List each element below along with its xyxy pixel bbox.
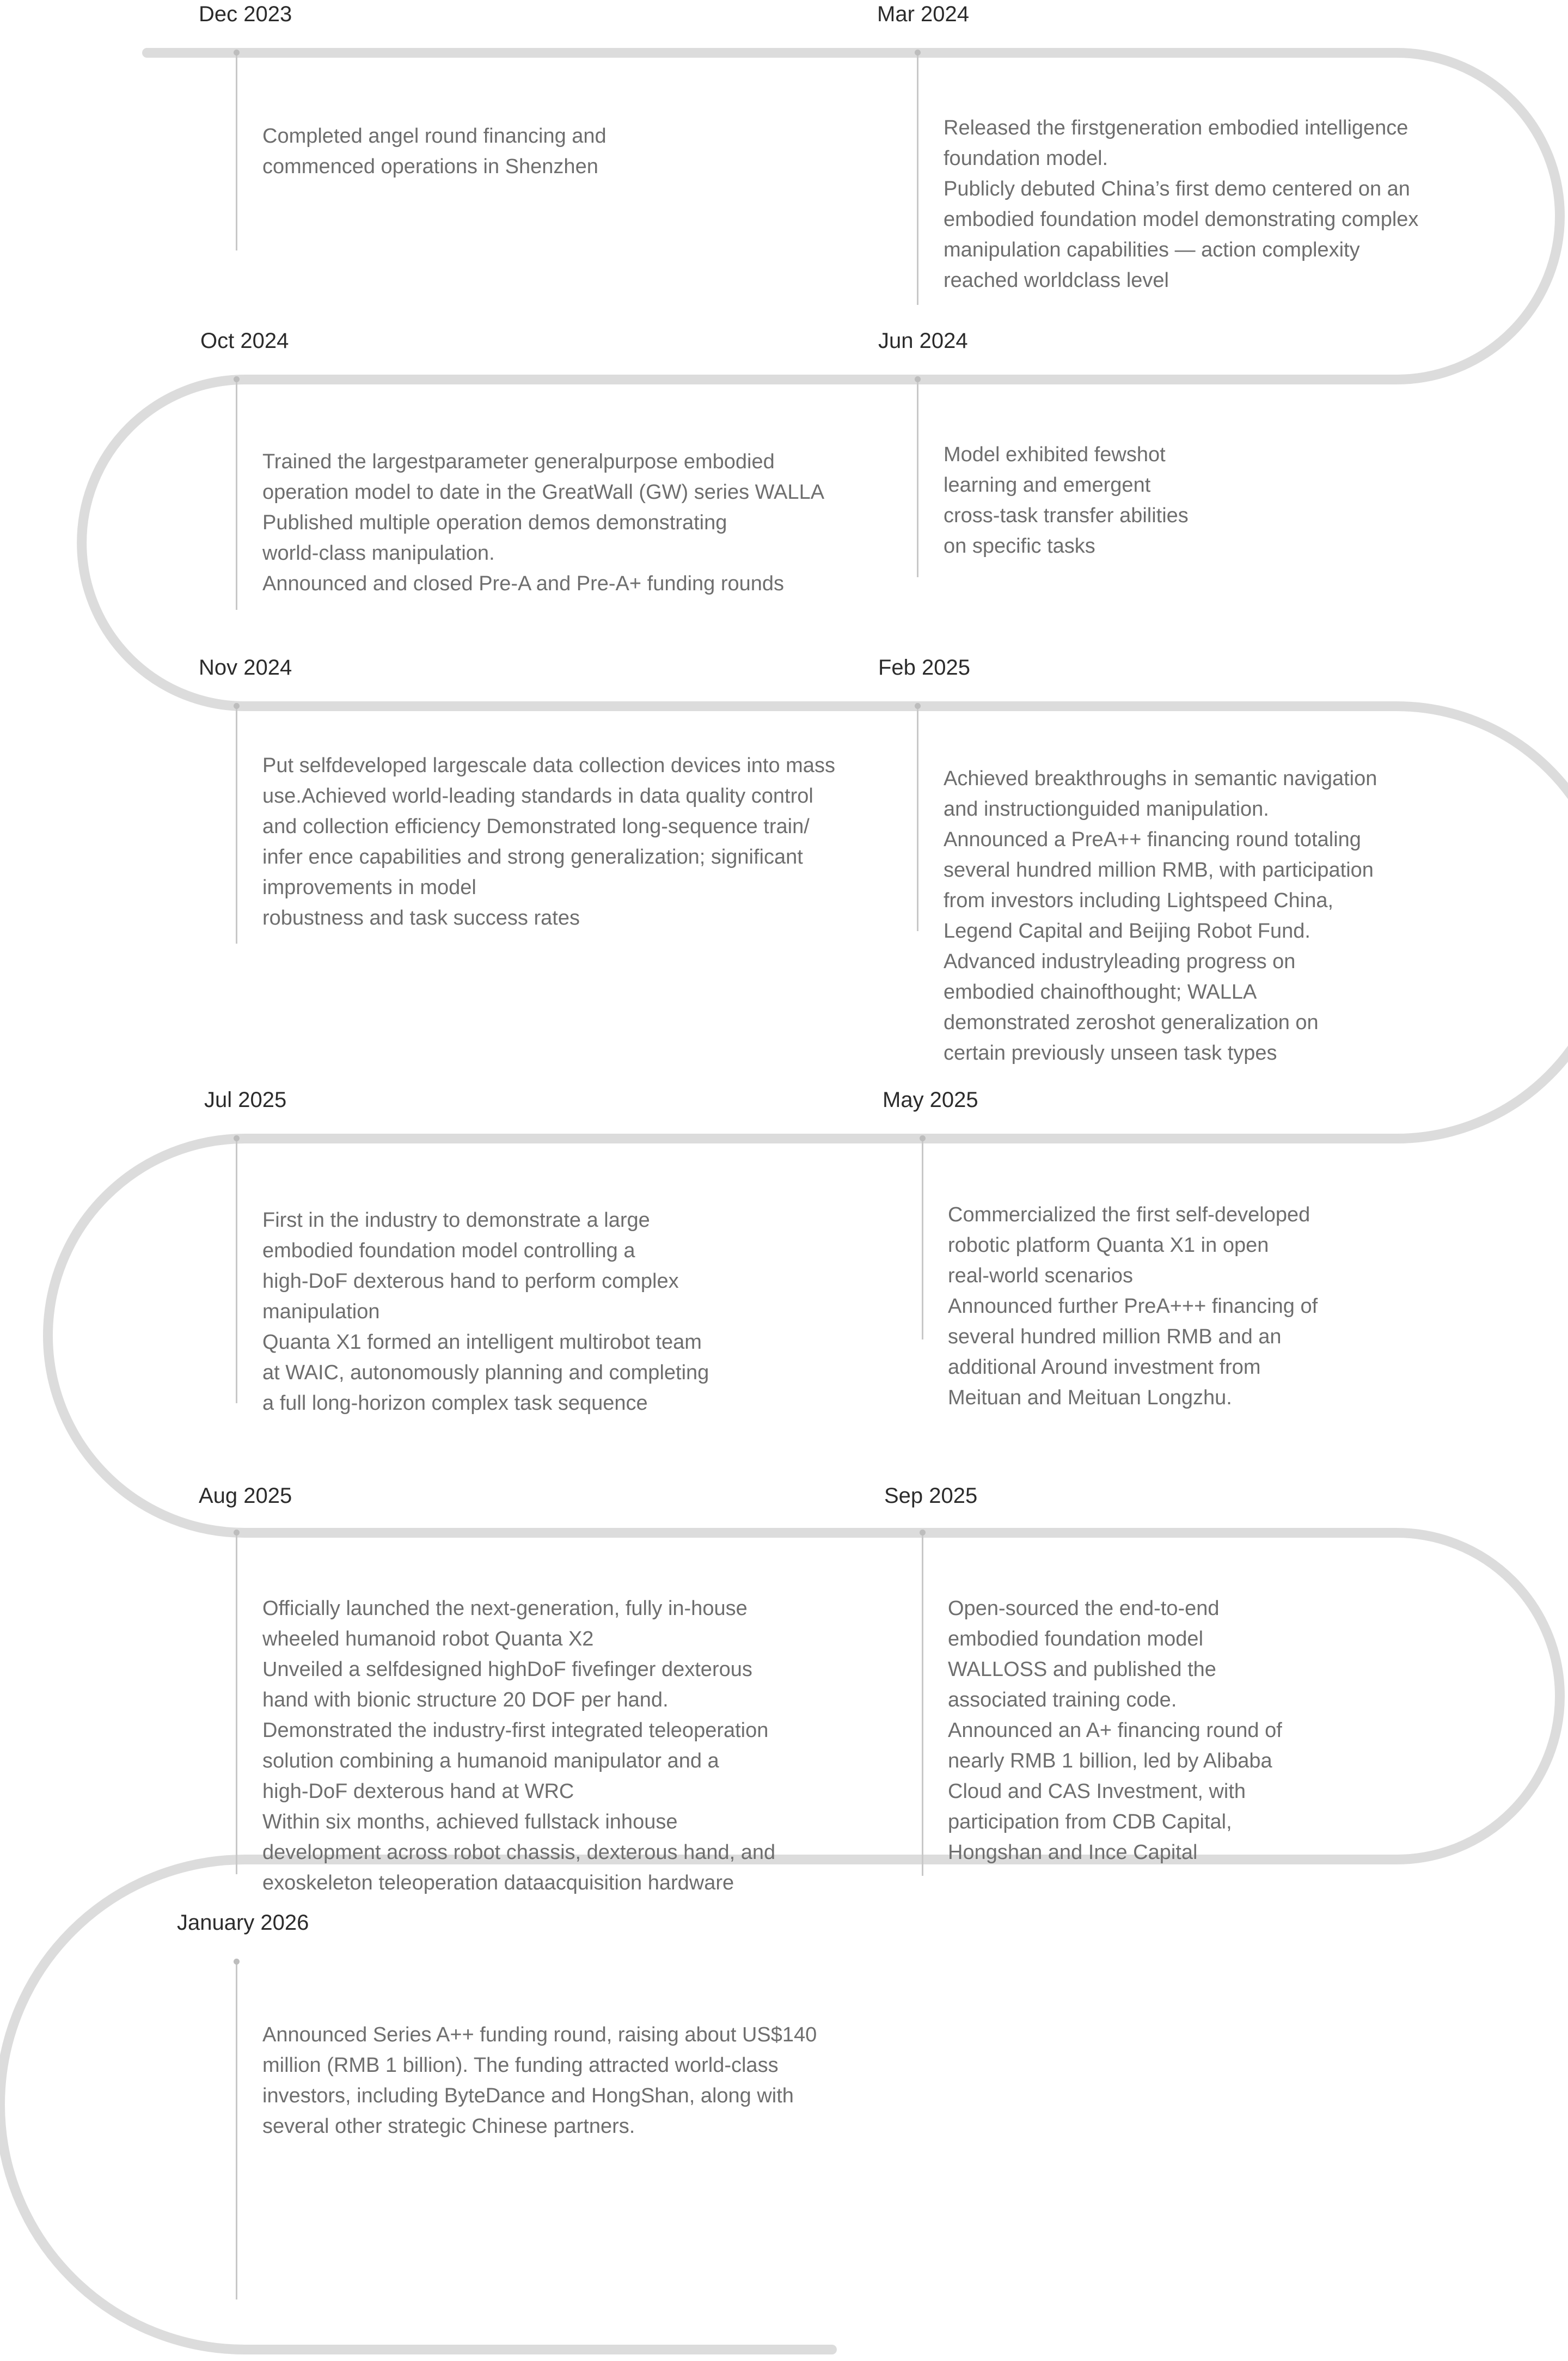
event-date: Jun 2024 <box>878 329 968 353</box>
event-date: Mar 2024 <box>877 2 969 26</box>
event-description: First in the industry to demonstrate a large embodied foundation model controlling a high-DoF dexterous hand to perform complex manipulation Quanta X1 formed an intelligent multirobot team at WAIC, autonomously planning and completing a full long-horizon complex task sequence <box>262 1209 709 1415</box>
event-description: Completed angel round financing and commenced operations in Shenzhen <box>262 125 607 178</box>
event-dot <box>234 376 240 382</box>
event-dot <box>915 376 921 382</box>
event-date: January 2026 <box>177 1911 309 1935</box>
event-marker <box>236 1962 237 2299</box>
event-dot <box>234 1959 240 1965</box>
event-description: Commercialized the first self-developed robotic platform Quanta X1 in open real-world scenarios Announced further PreA+++ financing of several hundred million RMB and an additional Around investment from Meituan and Meituan Longzhu. <box>948 1203 1318 1409</box>
event-date: Oct 2024 <box>200 329 289 353</box>
event-description: Put selfdeveloped largescale data collection devices into mass use.Achieved world-leading standards in data quality control and collection efficiency Demonstrated long-sequence train/ infer ence capabilities and strong generalization; significant improvements in model robustness and task success rates <box>262 754 835 929</box>
event-marker <box>236 1139 237 1403</box>
event-dot <box>234 1135 240 1141</box>
event-dot <box>234 50 240 56</box>
event-marker <box>922 1533 923 1876</box>
event-dot <box>234 703 240 709</box>
event-description: Released the firstgeneration embodied intelligence foundation model. Publicly debuted China’s first demo centered on an embodied foundation model demonstrating complex manipulation capabilities — action complexity reached worldclass level <box>944 117 1419 292</box>
event-marker <box>236 706 237 944</box>
event-marker <box>236 380 237 610</box>
event-description: Officially launched the next-generation, fully in-house wheeled humanoid robot Quanta X2 Unveiled a selfdesigned highDoF fivefinger dexterous hand with bionic structure 20 DOF per hand. Demonstrated the industry-first integrated teleoperation solution combining a humanoid manipulator and a high-DoF dexterous hand at WRC Within six months, achieved fullstack inhouse development across robot chassis, dexterous hand, and exoskeleton teleoperation dataacquisition hardware <box>262 1597 776 1894</box>
event-date: May 2025 <box>883 1088 978 1112</box>
event-date: Dec 2023 <box>199 2 292 26</box>
event-date: Sep 2025 <box>884 1484 978 1508</box>
event-marker <box>917 706 918 931</box>
event-dot <box>920 1135 926 1141</box>
event-date: Jul 2025 <box>204 1088 287 1112</box>
event-description: Achieved breakthroughs in semantic navigation and instructionguided manipulation. Announced a PreA++ financing round totaling several hundred million RMB, with participation from investors including Lightspeed China, Legend Capital and Beijing Robot Fund. Advanced industryleading progress on embodied chainofthought; WALLA demonstrated zeroshot generalization on certain previously unseen task types <box>944 767 1377 1065</box>
event-dot <box>234 1530 240 1536</box>
timeline-serpentine-path <box>0 53 1568 2350</box>
event-marker <box>236 1533 237 1874</box>
event-dot <box>915 50 921 56</box>
event-description: Model exhibited fewshot learning and emergent cross-task transfer abilities on specific tasks <box>944 443 1189 558</box>
event-marker <box>917 53 918 305</box>
event-date: Nov 2024 <box>199 656 292 680</box>
event-dot <box>915 703 921 709</box>
event-date: Aug 2025 <box>199 1484 292 1508</box>
event-date: Feb 2025 <box>878 656 971 680</box>
event-description: Open-sourced the end-to-end embodied foundation model WALLOSS and published the associated training code. Announced an A+ financing round of nearly RMB 1 billion, led by Alibaba Cloud and CAS Investment, with participation from CDB Capital, Hongshan and Ince Capital <box>948 1597 1282 1864</box>
event-marker <box>236 53 237 250</box>
event-marker <box>922 1139 923 1339</box>
event-description: Trained the largestparameter generalpurpose embodied operation model to date in the GreatWall (GW) series WALLA Published multiple operation demos demonstrating world-class manipulation. Announced and closed Pre-A and Pre-A+ funding rounds <box>262 450 825 595</box>
event-marker <box>917 380 918 577</box>
event-dot <box>920 1530 926 1536</box>
event-description: Announced Series A++ funding round, raising about US$140 million (RMB 1 billion). The funding attracted world-class investors, including ByteDance and HongShan, along with several other strategic Chinese partners. <box>262 2023 817 2138</box>
